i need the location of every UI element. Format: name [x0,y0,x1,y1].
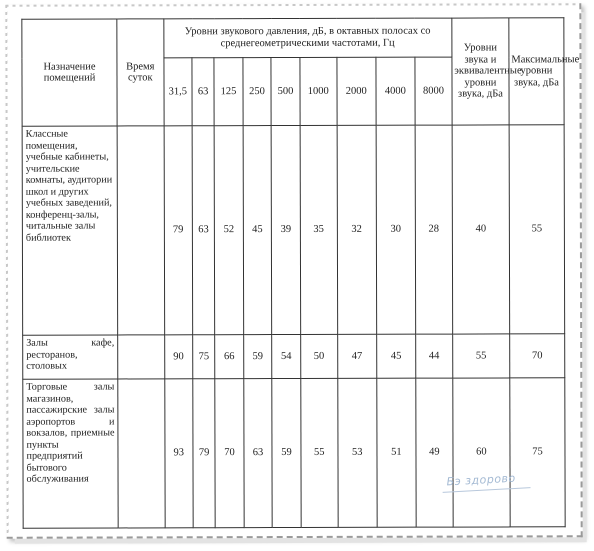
header-frequency: 4000 [376,57,415,125]
table-row [23,334,565,379]
site-watermark: Бэ здорово [446,471,517,489]
max-level-cell: 75 [510,378,565,527]
value-cell: 30 [376,125,416,334]
document-page [5,3,582,539]
header-octave-group: Уровни звукового давления, дБ, в октавных полосах со среднегеометрическими частотами, Гц [163,18,452,58]
value-cell: 47 [337,334,376,378]
header-frequency: 125 [214,58,243,126]
max-level-cell: 55 [509,125,565,334]
value-cell: 70 [215,379,244,528]
value-cell: 59 [243,335,272,379]
value-cell: 54 [272,334,301,378]
value-cell: 66 [215,335,244,379]
value-cell: 63 [192,126,215,335]
equivalent-level-cell: 60 [453,378,510,527]
header-equivalent-level: Уровни звука и эквивалентные уровни звука, дБа [452,18,509,125]
value-cell: 32 [337,125,377,334]
time-cell [118,335,165,379]
value-cell: 52 [214,126,243,335]
room-name-cell: Залы кафе, ресторанов, столовых [23,335,118,379]
value-cell: 79 [164,126,193,335]
value-cell: 45 [376,334,415,378]
header-frequency: 1000 [300,57,337,125]
value-cell: 45 [243,126,272,335]
value-cell: 49 [416,378,453,527]
equivalent-level-cell: 40 [452,125,510,334]
value-cell: 63 [244,379,273,528]
header-max-level: Максимальные уровни звука, дБа [509,18,564,125]
page-edge-left [5,5,8,537]
value-cell: 35 [300,125,338,334]
time-cell [117,126,164,335]
value-cell: 90 [164,335,193,379]
value-cell: 39 [271,125,300,334]
value-cell: 50 [300,334,337,378]
room-name-cell: Торговые залы магазинов, пассажирские залы аэропортов и вокзалов, приемные пункты предприятий бытового обслуживания [23,379,118,528]
header-frequency: 250 [243,58,272,126]
value-cell: 55 [301,378,338,527]
value-cell: 79 [193,379,216,528]
header-room-purpose: Назначение помещений [22,19,117,126]
header-frequency: 2000 [337,57,376,125]
value-cell: 93 [164,379,193,528]
max-level-cell: 70 [510,334,565,378]
value-cell: 59 [272,378,301,527]
value-cell: 28 [415,125,453,334]
equivalent-level-cell: 55 [453,334,510,378]
value-cell: 75 [193,335,215,379]
room-name-cell: Классные помещения, учебные кабинеты, учительские комнаты, аудитории школ и других учебных заведений, конференц-залы, читальные залы библиотек [22,126,118,335]
table-row [22,125,565,335]
header-frequency: 8000 [415,57,452,125]
time-cell [118,379,165,528]
value-cell: 44 [416,334,453,378]
table-row [23,378,565,528]
header-frequency: 63 [192,58,214,126]
header-time-of-day: Время суток [117,19,164,126]
noise-levels-table [21,17,580,528]
header-frequency: 500 [271,57,300,125]
value-cell: 53 [338,378,377,527]
header-frequency: 31,5 [163,58,192,126]
value-cell: 51 [377,378,416,527]
page-edge-top [5,3,579,7]
